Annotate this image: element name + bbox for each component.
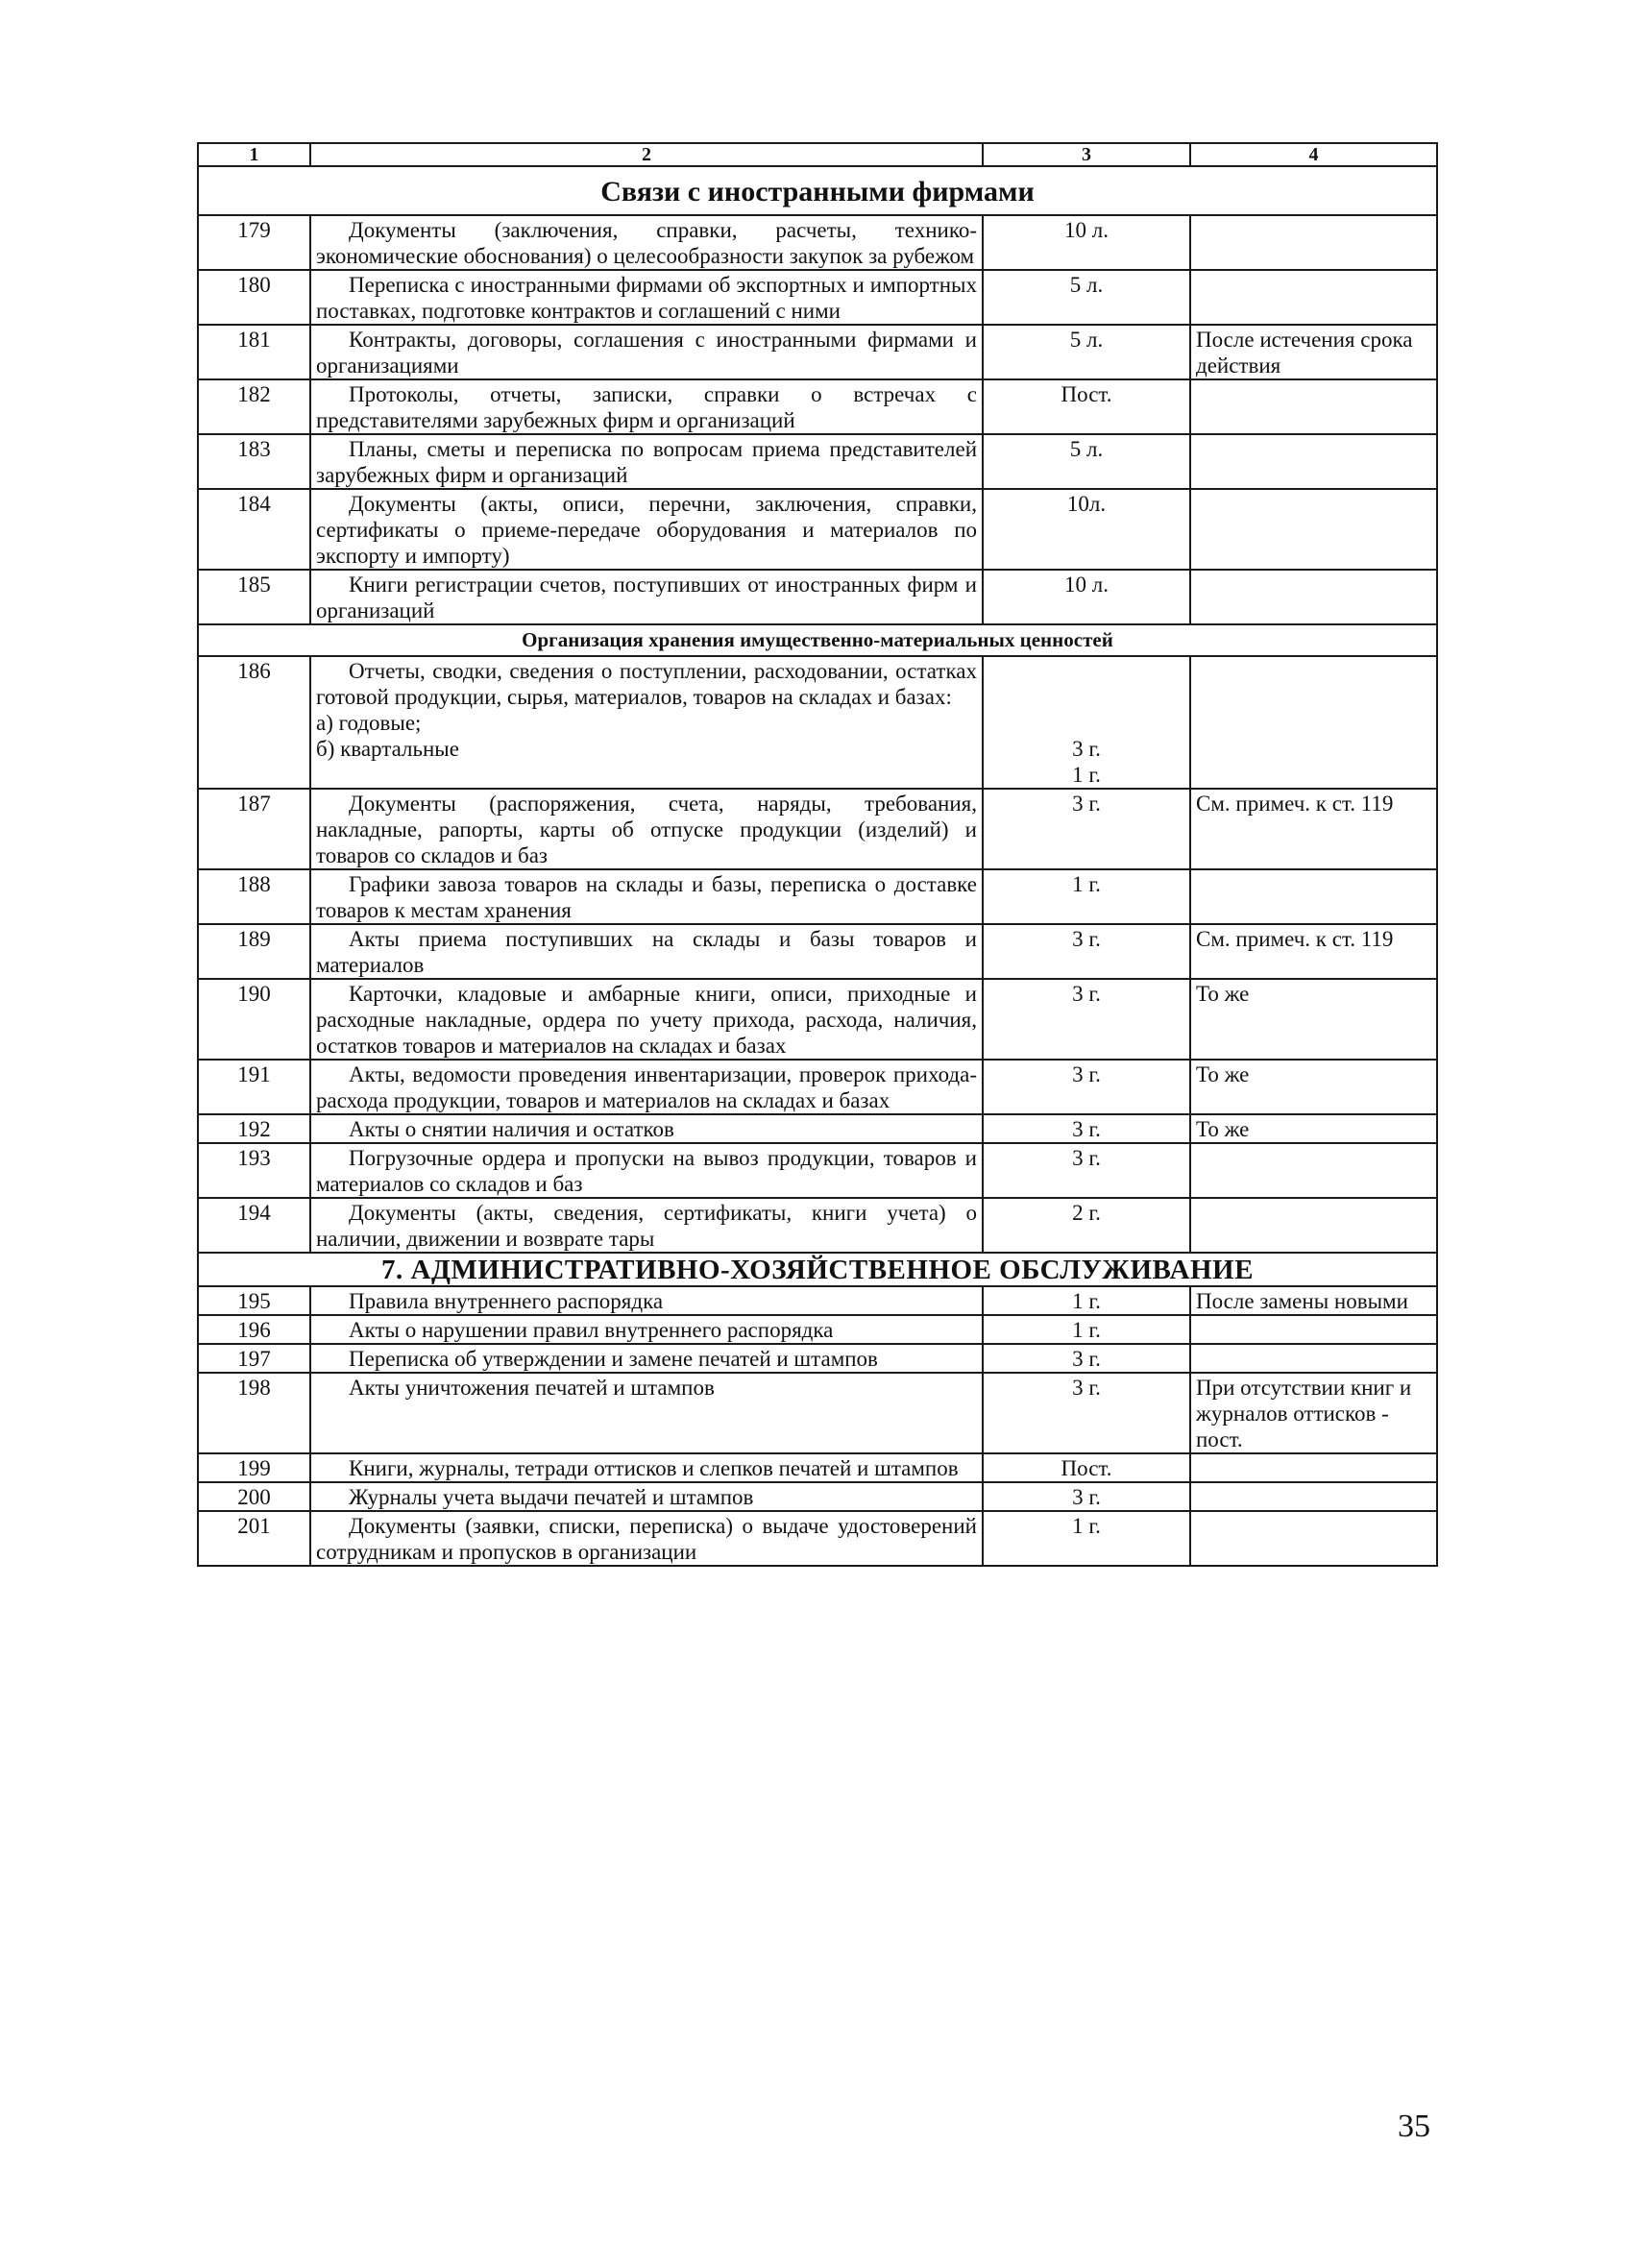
retention-term: 5 л. (983, 434, 1190, 489)
section-title-foreign-firms: Связи с иностранными фирмами (198, 166, 1437, 215)
document-text: Переписка с иностранными фирмами об экспортных и импортных поставках, подготовке контрактов и соглашений с ними (316, 273, 977, 323)
retention-term: 10 л. (983, 215, 1190, 270)
document-text: Акты о снятии наличия и остатков (349, 1117, 674, 1141)
column-number-4: 4 (1190, 143, 1437, 166)
document-description (310, 215, 983, 270)
document-text: Документы (акты, описи, перечни, заключения, справки, сертификаты о приеме-передаче оборудования и материалов по экспорту и импорту) (316, 492, 977, 568)
table-row (198, 1315, 1437, 1344)
retention-term: 3 г. (983, 1344, 1190, 1373)
document-description (310, 789, 983, 869)
retention-term: 1 г. (983, 1315, 1190, 1344)
document-description (310, 489, 983, 570)
article-number: 186 (198, 656, 310, 789)
retention-term: 3 г. (983, 924, 1190, 979)
retention-term: 2 г. (983, 1198, 1190, 1253)
document-description (310, 869, 983, 924)
retention-term: 1 г. (983, 1511, 1190, 1566)
document-text: Книги регистрации счетов, поступивших от иностранных фирм и организаций (316, 573, 977, 622)
table-row (198, 924, 1437, 979)
document-text: Журналы учета выдачи печатей и штампов (349, 1485, 754, 1509)
retention-note (1190, 489, 1437, 570)
article-number: 196 (198, 1315, 310, 1344)
article-number: 195 (198, 1286, 310, 1315)
table-row (198, 489, 1437, 570)
article-number: 189 (198, 924, 310, 979)
retention-note: См. примеч. к ст. 119 (1190, 924, 1437, 979)
table-row (198, 1482, 1437, 1511)
retention-term: 5 л. (983, 270, 1190, 325)
retention-term: 5 л. (983, 325, 1190, 379)
table-row (198, 1060, 1437, 1114)
article-number: 180 (198, 270, 310, 325)
document-text: Переписка об утверждении и замене печатей и штампов (349, 1347, 878, 1371)
document-text: Графики завоза товаров на склады и базы, переписка о доставке товаров к местам хранения (316, 872, 977, 922)
document-description (310, 979, 983, 1060)
document-description (310, 1453, 983, 1482)
retention-note (1190, 379, 1437, 434)
article-number: 197 (198, 1344, 310, 1373)
table-row (198, 215, 1437, 270)
document-description (310, 1114, 983, 1143)
document-text: Планы, сметы и переписка по вопросам приема представителей зарубежных фирм и организаций (316, 437, 977, 487)
document-text: Книги, журналы, тетради оттисков и слепков печатей и штампов (349, 1456, 959, 1480)
retention-note (1190, 1482, 1437, 1511)
document-text: Акты о нарушении правил внутреннего распорядка (349, 1318, 834, 1342)
table-row (198, 570, 1437, 624)
section-title-storage: Организация хранения имущественно-материальных ценностей (198, 624, 1437, 656)
retention-note (1190, 434, 1437, 489)
column-number-2: 2 (310, 143, 983, 166)
document-text: Акты уничтожения печатей и штампов (349, 1376, 715, 1400)
sub-item-annual: а) годовые; (316, 711, 422, 735)
article-number: 187 (198, 789, 310, 869)
retention-term-quarterly: 1 г. (1072, 763, 1101, 787)
column-number-1: 1 (198, 143, 310, 166)
retention-term: 3 г. (983, 1143, 1190, 1198)
section-row-admin (198, 1253, 1437, 1286)
retention-term: Пост. (983, 1453, 1190, 1482)
retention-term: 10л. (983, 489, 1190, 570)
section-row-foreign-firms (198, 166, 1437, 215)
retention-note: То же (1190, 1114, 1437, 1143)
column-number-3: 3 (983, 143, 1190, 166)
retention-note (1190, 1143, 1437, 1198)
document-text: Контракты, договоры, соглашения с иностранными фирмами и организациями (316, 328, 977, 378)
document-description (310, 924, 983, 979)
article-number: 185 (198, 570, 310, 624)
document-description (310, 1344, 983, 1373)
article-number: 199 (198, 1453, 310, 1482)
document-description (310, 1315, 983, 1344)
article-number: 200 (198, 1482, 310, 1511)
document-description (310, 570, 983, 624)
page-number: 35 (1398, 2109, 1430, 2144)
retention-term: 3 г. (983, 1060, 1190, 1114)
retention-note (1190, 1198, 1437, 1253)
retention-note: То же (1190, 1060, 1437, 1114)
retention-term-annual: 3 г. (1072, 737, 1101, 761)
retention-term: 3 г. (983, 979, 1190, 1060)
table-row (198, 1511, 1437, 1566)
retention-term: 10 л. (983, 570, 1190, 624)
retention-term: 1 г. (983, 869, 1190, 924)
document-text: Погрузочные ордера и пропуски на вывоз продукции, товаров и материалов со складов и баз (316, 1146, 977, 1196)
article-number: 194 (198, 1198, 310, 1253)
document-text: Документы (заключения, справки, расчеты, технико-экономические обоснования) о целесообразности закупок за рубежом (316, 218, 977, 268)
retention-schedule-table (197, 142, 1438, 1567)
retention-note (1190, 869, 1437, 924)
table-row (198, 1143, 1437, 1198)
document-text: Протоколы, отчеты, записки, справки о встречах с представителями зарубежных фирм и организаций (316, 382, 977, 432)
table-row (198, 270, 1437, 325)
table-row (198, 1344, 1437, 1373)
table-row (198, 379, 1437, 434)
document-description (310, 325, 983, 379)
chapter-title-admin: 7. АДМИНИСТРАТИВНО-ХОЗЯЙСТВЕННОЕ ОБСЛУЖИВАНИЕ (198, 1253, 1437, 1286)
document-description (310, 1143, 983, 1198)
document-description (310, 434, 983, 489)
retention-note (1190, 1344, 1437, 1373)
document-description (310, 1373, 983, 1453)
sub-item-quarterly: б) квартальные (316, 737, 459, 761)
article-number: 201 (198, 1511, 310, 1566)
table-row (198, 1286, 1437, 1315)
article-number: 184 (198, 489, 310, 570)
table-row (198, 325, 1437, 379)
retention-note: То же (1190, 979, 1437, 1060)
retention-term: Пост. (983, 379, 1190, 434)
retention-term: 3 г. (983, 1114, 1190, 1143)
retention-term: 1 г. (983, 1286, 1190, 1315)
article-number: 192 (198, 1114, 310, 1143)
retention-note (1190, 215, 1437, 270)
document-text: Отчеты, сводки, сведения о поступлении, расходовании, остатках готовой продукции, сырья, материалов, товаров на складах и базах: (316, 659, 977, 709)
table-row (198, 1198, 1437, 1253)
table-row (198, 1373, 1437, 1453)
article-number: 182 (198, 379, 310, 434)
section-row-storage (198, 624, 1437, 656)
document-description (310, 1511, 983, 1566)
retention-term: 3 г. (983, 789, 1190, 869)
document-description (310, 1198, 983, 1253)
retention-note (1190, 270, 1437, 325)
document-text: Документы (распоряжения, счета, наряды, требования, накладные, рапорты, карты об отпуске продукции (изделий) и товаров со складов и баз (316, 792, 977, 867)
document-text: Карточки, кладовые и амбарные книги, описи, приходные и расходные накладные, ордера по учету прихода, расхода, наличия, остатков товаров и материалов на складах и базах (316, 982, 977, 1058)
retention-note (1190, 1453, 1437, 1482)
retention-note: См. примеч. к ст. 119 (1190, 789, 1437, 869)
document-description (310, 1482, 983, 1511)
retention-note (1190, 1315, 1437, 1344)
document-text: Документы (заявки, списки, переписка) о выдаче удостоверений сотрудникам и пропусков в организации (316, 1514, 977, 1564)
article-number: 198 (198, 1373, 310, 1453)
table-row (198, 656, 1437, 789)
retention-term (983, 656, 1190, 789)
article-number: 193 (198, 1143, 310, 1198)
document-description (310, 1060, 983, 1114)
table-row (198, 979, 1437, 1060)
document-text: Акты приема поступивших на склады и базы товаров и материалов (316, 927, 977, 977)
retention-note: После замены новыми (1190, 1286, 1437, 1315)
retention-note (1190, 570, 1437, 624)
document-description (310, 1286, 983, 1315)
retention-term: 3 г. (983, 1373, 1190, 1453)
table-row (198, 789, 1437, 869)
retention-term: 3 г. (983, 1482, 1190, 1511)
table-row (198, 1114, 1437, 1143)
retention-note (1190, 1511, 1437, 1566)
article-number: 181 (198, 325, 310, 379)
document-text: Акты, ведомости проведения инвентаризации, проверок прихода-расхода продукции, товаров и материалов на складах и базах (316, 1062, 977, 1112)
retention-note: После истечения срока действия (1190, 325, 1437, 379)
document-text: Документы (акты, сведения, сертификаты, книги учета) о наличии, движении и возврате тары (316, 1201, 977, 1251)
table-row (198, 869, 1437, 924)
article-number: 183 (198, 434, 310, 489)
retention-note (1190, 656, 1437, 789)
document-description (310, 379, 983, 434)
article-number: 190 (198, 979, 310, 1060)
article-number: 191 (198, 1060, 310, 1114)
article-number: 179 (198, 215, 310, 270)
table-row (198, 434, 1437, 489)
column-number-row (198, 143, 1437, 166)
document-description (310, 270, 983, 325)
table-row (198, 1453, 1437, 1482)
article-number: 188 (198, 869, 310, 924)
document-description (310, 656, 983, 789)
retention-note: При отсутствии книг и журналов оттисков - пост. (1190, 1373, 1437, 1453)
document-text: Правила внутреннего распорядка (349, 1289, 664, 1313)
